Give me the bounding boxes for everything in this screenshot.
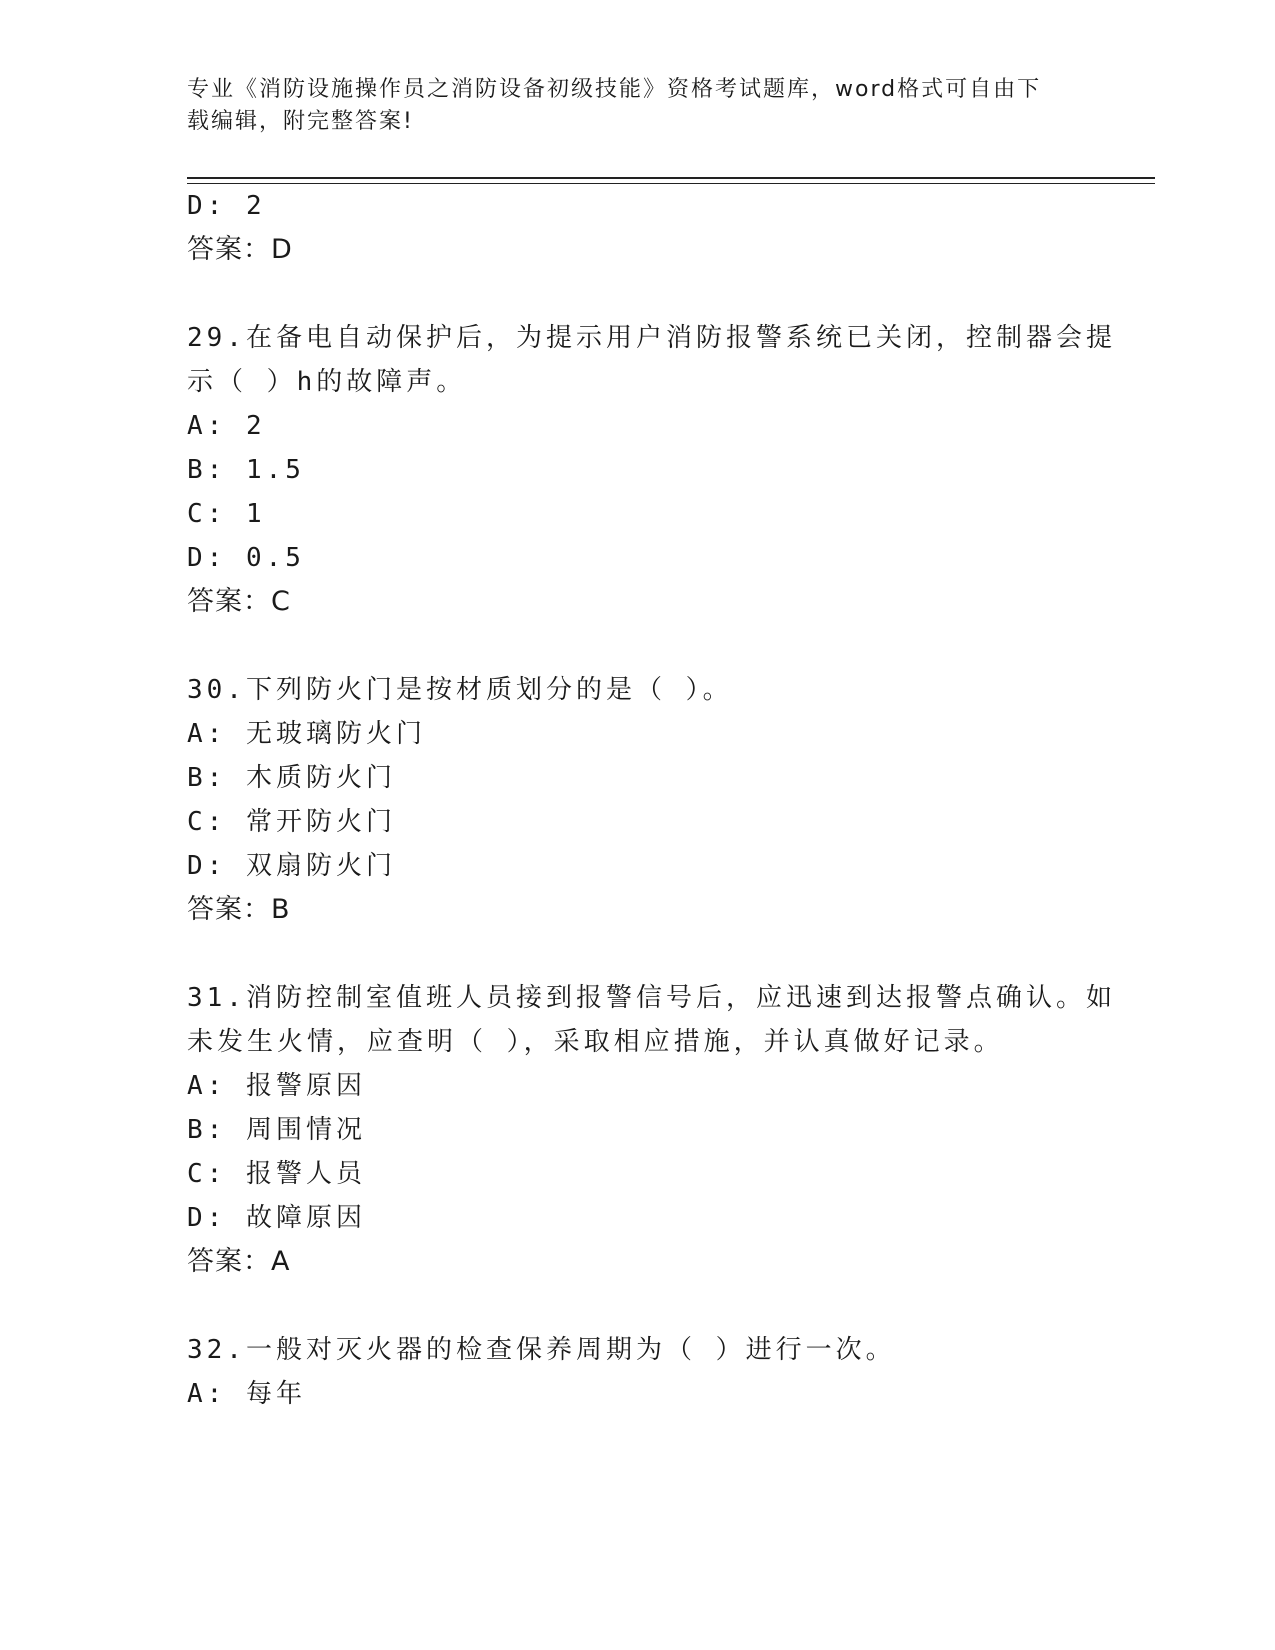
q30-option-b: B: 木质防火门 xyxy=(187,763,396,793)
q29-option-c: C: 1 xyxy=(187,499,266,529)
header-line-1: 专业《消防设施操作员之消防设备初级技能》资格考试题库，word格式可自由下 xyxy=(187,77,1042,102)
q29-option-a: A: 2 xyxy=(187,411,266,441)
q32-stem-line-1: 32.一般对灭火器的检查保养周期为（ ）进行一次。 xyxy=(187,1335,896,1365)
q29-option-d: D: 0.5 xyxy=(187,543,305,573)
q30-stem-line-1: 30.下列防火门是按材质划分的是（ ）。 xyxy=(187,675,733,705)
document-header xyxy=(187,74,1087,138)
q30-answer: 答案：B xyxy=(187,894,291,925)
q30-option-c: C: 常开防火门 xyxy=(187,807,396,837)
q31-option-a: A: 报警原因 xyxy=(187,1071,366,1101)
q28-answer: 答案：D xyxy=(187,234,293,265)
q29-stem-line-2: 示（ ）h的故障声。 xyxy=(187,367,467,397)
header-divider-thick xyxy=(187,177,1155,179)
header-divider-thin xyxy=(187,183,1155,184)
q31-option-d: D: 故障原因 xyxy=(187,1203,366,1233)
q30-option-a: A: 无玻璃防火门 xyxy=(187,719,426,749)
q31-stem-line-1: 31.消防控制室值班人员接到报警信号后，应迅速到达报警点确认。如 xyxy=(187,983,1116,1013)
q28-option-d: D: 2 xyxy=(187,191,266,221)
q29-stem-line-1: 29.在备电自动保护后，为提示用户消防报警系统已关闭，控制器会提 xyxy=(187,323,1116,353)
q31-option-c: C: 报警人员 xyxy=(187,1159,366,1189)
q32-option-a: A: 每年 xyxy=(187,1379,306,1409)
q31-option-b: B: 周围情况 xyxy=(187,1115,366,1145)
q30-option-d: D: 双扇防火门 xyxy=(187,851,396,881)
q29-answer: 答案：C xyxy=(187,586,291,617)
header-line-2: 载编辑，附完整答案! xyxy=(187,109,414,134)
q31-stem-line-2: 未发生火情，应查明（ ），采取相应措施，并认真做好记录。 xyxy=(187,1027,1004,1057)
q31-answer: 答案：A xyxy=(187,1246,291,1277)
q29-option-b: B: 1.5 xyxy=(187,455,305,485)
